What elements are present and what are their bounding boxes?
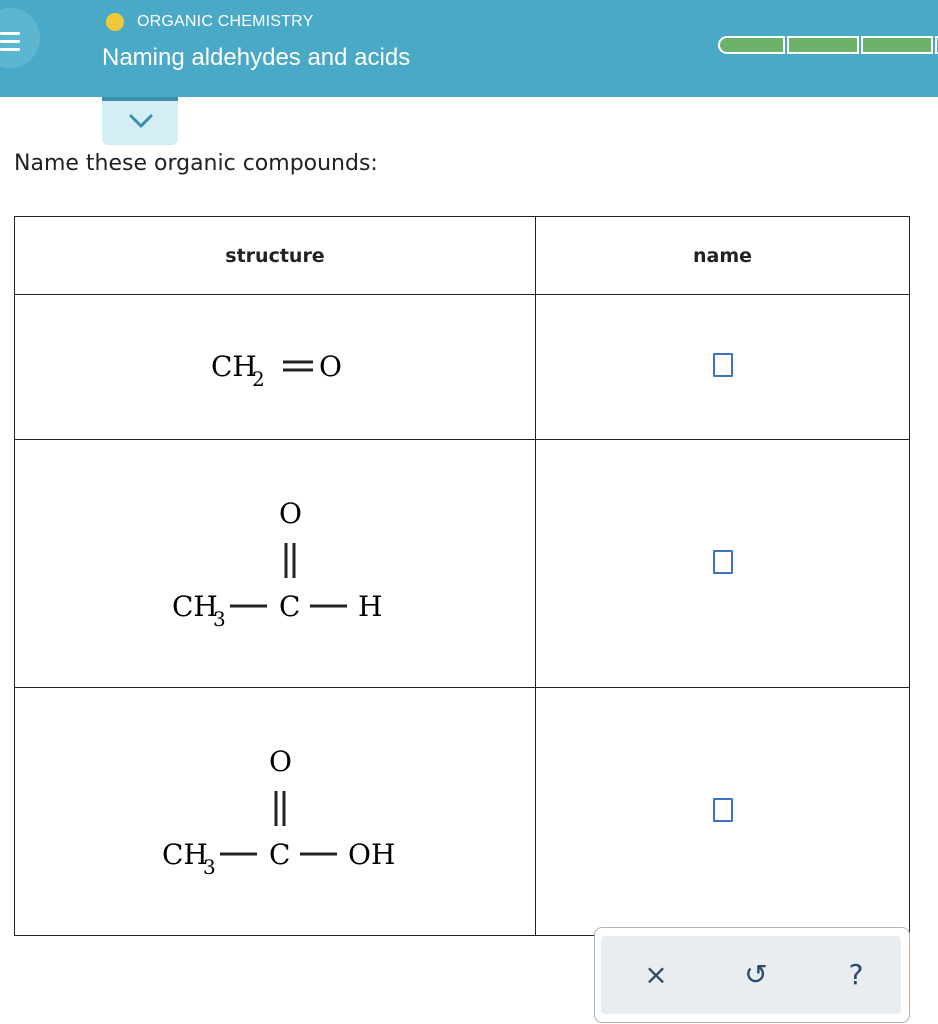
progress-segment (787, 36, 859, 54)
hamburger-icon (0, 32, 20, 52)
structure-cell (15, 295, 536, 440)
answer-input[interactable] (713, 550, 733, 574)
progress-segment (861, 36, 933, 54)
chem-subscript: 2 (252, 367, 265, 391)
page-title: Naming aldehydes and acids (102, 44, 411, 71)
answer-input[interactable] (713, 798, 733, 822)
chem-o: O (319, 350, 342, 383)
question-prompt: Name these organic compounds: (14, 151, 378, 176)
structure-acetaldehyde (15, 440, 535, 683)
structure-formaldehyde (15, 295, 535, 435)
structure-cell (15, 440, 536, 688)
clear-button[interactable] (639, 958, 673, 992)
chem-o: O (279, 497, 302, 530)
table-row (15, 295, 910, 440)
topic-status-dot (106, 13, 124, 31)
name-cell (536, 688, 910, 936)
topic-label: ORGANIC CHEMISTRY (137, 13, 314, 30)
action-panel-inner (601, 936, 901, 1014)
progress-segment (718, 36, 785, 54)
table-row (15, 440, 910, 688)
progress-bar (718, 36, 938, 54)
help-icon: ? (848, 958, 864, 991)
menu-button[interactable] (0, 8, 40, 68)
reset-button[interactable] (739, 958, 773, 992)
structure-cell (15, 688, 536, 936)
compounds-table (14, 216, 910, 936)
chem-ch: CH (162, 838, 208, 871)
name-cell (536, 440, 910, 688)
header-structure: structure (15, 217, 536, 295)
close-icon: × (644, 958, 668, 991)
help-button[interactable] (839, 958, 873, 992)
chem-subscript: 3 (203, 855, 216, 879)
chem-subscript: 3 (213, 607, 226, 631)
header-name: name (536, 217, 910, 295)
chem-ch: CH (211, 350, 257, 383)
chem-ch: CH (172, 590, 218, 623)
table-row (15, 688, 910, 936)
undo-icon: ↺ (744, 958, 768, 991)
answer-input[interactable] (713, 353, 733, 377)
chem-c: C (279, 590, 301, 623)
chem-oh: OH (348, 838, 396, 871)
action-panel (594, 927, 910, 1023)
structure-acetic-acid (15, 688, 535, 931)
chem-c: C (269, 838, 291, 871)
header-bar (0, 0, 938, 97)
collapse-toggle[interactable] (102, 97, 178, 145)
chevron-down-icon (129, 114, 153, 128)
chem-h: H (358, 590, 383, 623)
name-cell (536, 295, 910, 440)
chem-o: O (269, 745, 292, 778)
